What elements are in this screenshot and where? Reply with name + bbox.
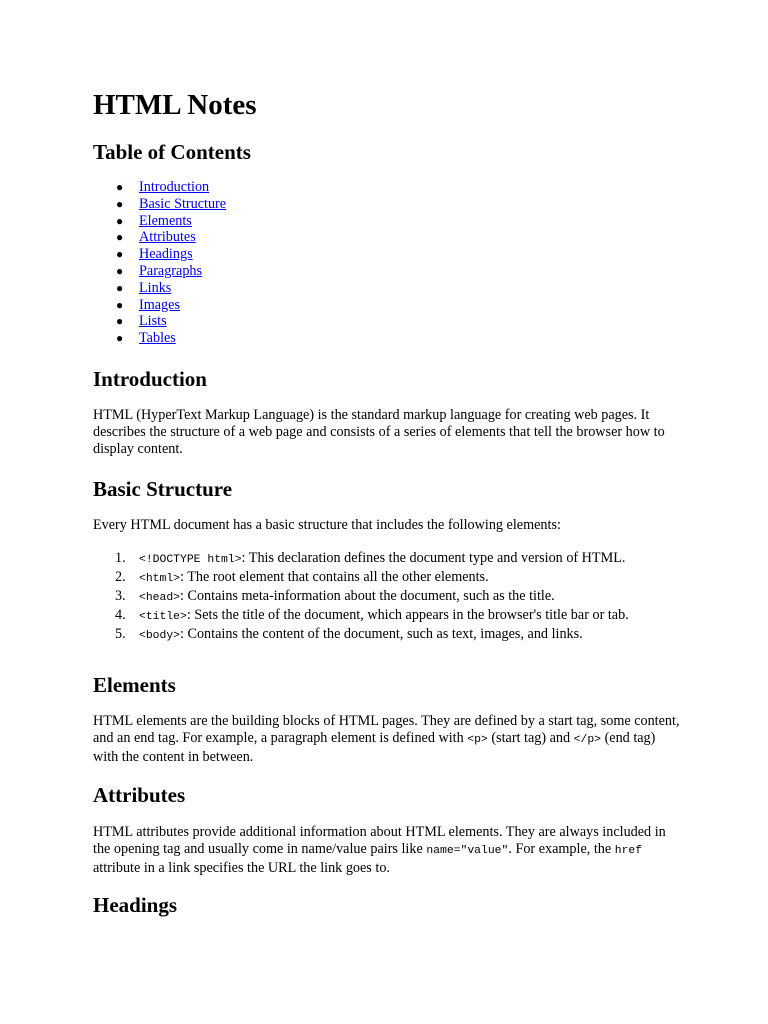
basic-structure-heading: Basic Structure [93, 477, 233, 501]
headings-heading: Headings [93, 893, 178, 917]
code-p-open: <p> [467, 734, 488, 746]
bullet-icon: ● [116, 280, 124, 295]
toc-item [93, 263, 226, 280]
list-number: 5. [115, 626, 126, 642]
code-doctype: <!DOCTYPE html> [139, 554, 242, 566]
page-title: HTML Notes [93, 89, 257, 121]
list-number: 3. [115, 588, 126, 604]
bullet-icon: ● [116, 196, 124, 211]
list-item-text: : This declaration defines the document type and version of HTML. [241, 550, 626, 566]
toc-link-lists[interactable]: Lists [139, 313, 167, 330]
toc-link-headings[interactable]: Headings [139, 246, 193, 263]
list-number: 4. [115, 607, 126, 623]
toc-item [93, 179, 226, 196]
bullet-icon: ● [116, 314, 124, 329]
list-item-text: : The root element that contains all the other elements. [180, 569, 489, 585]
attributes-text [93, 824, 683, 877]
toc-item [93, 330, 226, 347]
toc-link-introduction[interactable]: Introduction [139, 179, 210, 195]
attributes-text-part: HTML attributes provide additional information about HTML elements. They are always included in the opening tag and usually come in name/value pairs like [93, 824, 666, 857]
toc-item [93, 280, 226, 297]
list-item-text: : Contains meta-information about the document, such as the title. [180, 588, 555, 604]
code-name-value: name="value" [426, 845, 509, 857]
toc-item [93, 229, 226, 246]
attributes-heading: Attributes [93, 783, 186, 807]
list-item-text: : Sets the title of the document, which appears in the browser's title bar or tab. [186, 607, 629, 623]
list-number: 2. [115, 569, 126, 585]
list-number: 1. [115, 550, 126, 566]
bullet-icon: ● [116, 213, 124, 228]
elements-text-part: (start tag) and [487, 730, 574, 746]
toc-link-basic-structure[interactable]: Basic Structure [139, 195, 227, 212]
elements-text [93, 713, 683, 766]
bullet-icon: ● [116, 180, 124, 194]
attributes-text-part: . For example, the [508, 841, 615, 857]
toc-heading: Table of Contents [93, 140, 251, 164]
list-item [93, 550, 693, 569]
code-p-close: </p> [573, 734, 602, 746]
list-item [93, 569, 693, 588]
code-body: <body> [139, 630, 181, 642]
bullet-icon: ● [116, 230, 124, 245]
code-head: <head> [139, 592, 181, 604]
basic-structure-list [93, 550, 693, 645]
list-item [93, 607, 693, 626]
toc-link-attributes[interactable]: Attributes [139, 229, 196, 246]
bullet-icon: ● [116, 263, 124, 278]
list-item-text: : Contains the content of the document, such as text, images, and links. [180, 626, 583, 642]
toc-link-tables[interactable]: Tables [139, 330, 176, 347]
bullet-icon: ● [116, 297, 124, 312]
list-item [93, 626, 693, 645]
table-of-contents [93, 179, 226, 347]
bullet-icon: ● [116, 331, 124, 346]
toc-link-elements[interactable]: Elements [139, 212, 192, 229]
basic-structure-intro: Every HTML document has a basic structure that includes the following elements: [93, 517, 561, 533]
toc-item [93, 196, 226, 213]
attributes-text-part: attribute in a link specifies the URL the link goes to. [93, 860, 390, 876]
bullet-icon: ● [116, 247, 124, 262]
toc-link-images[interactable]: Images [139, 296, 180, 313]
toc-link-links[interactable]: Links [139, 279, 172, 296]
list-item [93, 588, 693, 607]
elements-heading: Elements [93, 673, 176, 697]
elements-text-part: HTML elements are the building blocks of HTML pages. They are defined by a start tag, some content, and an end tag. For example, a paragraph element is defined with [93, 713, 680, 746]
toc-item [93, 213, 226, 230]
toc-item [93, 246, 226, 263]
code-html: <html> [139, 573, 181, 585]
introduction-heading: Introduction [93, 367, 207, 391]
toc-item [93, 297, 226, 314]
toc-link-paragraphs[interactable]: Paragraphs [139, 262, 203, 279]
introduction-text: HTML (HyperText Markup Language) is the standard markup language for creating web pages. It describes the structure of a web page and consists of a series of elements that tell the browser how to display content. [93, 407, 665, 457]
code-href: href [614, 845, 643, 857]
elements-text-part: (end tag) with the content in between. [93, 730, 656, 765]
toc-item [93, 313, 226, 330]
code-title: <title> [139, 611, 187, 623]
